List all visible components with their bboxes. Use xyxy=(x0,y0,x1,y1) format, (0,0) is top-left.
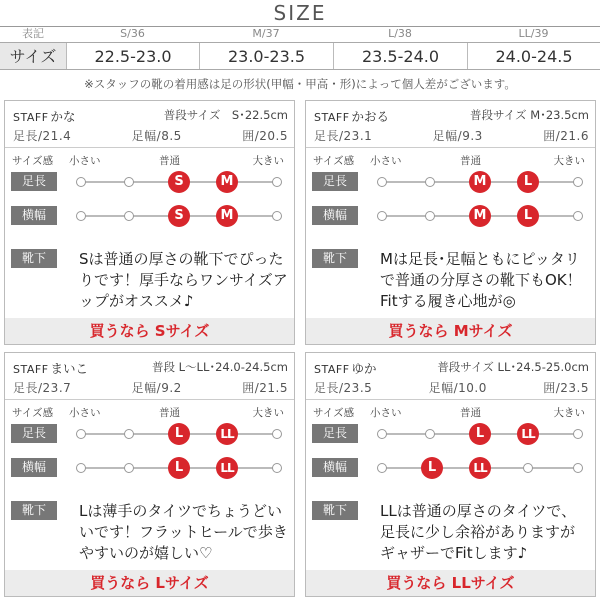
size-marker: L xyxy=(517,171,539,193)
scale-normal-label: 普通 xyxy=(159,407,180,419)
staff-tag: STAFF xyxy=(13,111,49,124)
staff-comment: LLは普通の厚さのタイツで、足長に少し余裕がありますがギャザーでFitします♪ xyxy=(380,502,577,562)
size-table-cell: 24.0-24.5 xyxy=(467,43,600,69)
scale-dot xyxy=(425,211,435,221)
scale-section-label: サイズ感 xyxy=(313,155,355,167)
foot-width: 足幅/8.5 xyxy=(131,129,182,143)
size-marker: L xyxy=(469,423,491,445)
scale-track-length xyxy=(81,426,277,441)
size-marker: S xyxy=(168,205,190,227)
size-marker: M xyxy=(216,171,238,193)
card-divider xyxy=(306,147,595,148)
size-marker: L xyxy=(421,457,443,479)
scale-dot xyxy=(124,463,134,473)
scale-section-label: サイズ感 xyxy=(12,155,54,167)
staff-tag: STAFF xyxy=(314,111,350,124)
scale-big-label: 大きい xyxy=(553,407,585,419)
recommendation: 買うなら Mサイズ xyxy=(306,318,595,344)
scale-track-length xyxy=(382,426,578,441)
staff-header xyxy=(314,107,589,123)
staff-comment: Mは足長･足幅ともにピッタリで普通の分厚さの靴下もOK！Fitする履き心地が◎ xyxy=(380,250,582,310)
size-marker: M xyxy=(216,205,238,227)
recommendation: 買うなら Sサイズ xyxy=(5,318,294,344)
staff-header xyxy=(314,359,589,375)
staff-name: かな xyxy=(50,109,76,124)
foot-measurements xyxy=(13,379,288,395)
scale-row-label-width: 横幅 xyxy=(11,458,57,477)
card-divider xyxy=(5,399,294,400)
card-divider xyxy=(306,399,595,400)
foot-girth: 囲/23.5 xyxy=(543,381,589,395)
staff-comment: Sは普通の厚さの靴下でぴったりです！厚手ならワンサイズアップがオススメ♪ xyxy=(79,250,288,310)
size-table-cell: 23.5-24.0 xyxy=(333,43,467,69)
size-table xyxy=(0,26,600,70)
scale-normal-label: 普通 xyxy=(460,155,481,167)
usual-size: 普段 L〜LL･24.0-24.5cm xyxy=(151,360,288,374)
size-table-header-cell: S/36 xyxy=(120,27,145,40)
scale-dot xyxy=(76,429,86,439)
scale-row-label-socks: 靴下 xyxy=(312,501,358,520)
scale-row-label-length: 足長 xyxy=(11,424,57,443)
size-marker: M xyxy=(469,205,491,227)
scale-row-label-length: 足長 xyxy=(312,172,358,191)
foot-length: 足長/21.4 xyxy=(13,129,72,143)
foot-length: 足長/23.7 xyxy=(13,381,72,395)
scale-dot xyxy=(124,429,134,439)
scale-dot xyxy=(377,429,387,439)
scale-big-label: 大きい xyxy=(252,407,284,419)
size-marker: LL xyxy=(216,423,238,445)
scale-row-label-width: 横幅 xyxy=(312,206,358,225)
staff-header xyxy=(13,359,288,375)
size-table-header-cell: 表記 xyxy=(22,27,44,40)
scale-dot xyxy=(523,463,533,473)
scale-dot xyxy=(272,463,282,473)
size-table-header-cell: LL/39 xyxy=(518,27,549,40)
foot-measurements xyxy=(314,379,589,395)
scale-row-label-width: 横幅 xyxy=(11,206,57,225)
foot-girth: 囲/20.5 xyxy=(242,129,288,143)
usual-size: 普段サイズ S･22.5cm xyxy=(163,108,288,122)
size-table-cell: 22.5-23.0 xyxy=(66,43,199,69)
foot-length: 足長/23.1 xyxy=(314,129,373,143)
scale-header xyxy=(5,405,294,419)
fit-note: ※スタッフの靴の着用感は足の形状(甲幅・甲高・形)によって個人差がございます。 xyxy=(84,77,516,91)
foot-measurements xyxy=(13,127,288,143)
staff-name: かおる xyxy=(351,109,390,124)
scale-dot xyxy=(124,177,134,187)
staff-card xyxy=(4,352,295,597)
scale-track-width xyxy=(81,208,277,223)
scale-track-length xyxy=(81,174,277,189)
scale-dot xyxy=(76,177,86,187)
size-marker: L xyxy=(168,423,190,445)
size-table-header-cell: M/37 xyxy=(252,27,280,40)
size-marker: M xyxy=(469,171,491,193)
size-table-header xyxy=(0,26,600,42)
foot-measurements xyxy=(314,127,589,143)
scale-section-label: サイズ感 xyxy=(313,407,355,419)
scale-small-label: 小さい xyxy=(69,155,101,167)
scale-dot xyxy=(272,211,282,221)
foot-width: 足幅/9.2 xyxy=(131,381,182,395)
scale-dot xyxy=(573,177,583,187)
foot-girth: 囲/21.5 xyxy=(242,381,288,395)
staff-tag: STAFF xyxy=(314,363,350,376)
scale-small-label: 小さい xyxy=(370,155,402,167)
size-table-row-label: サイズ xyxy=(0,43,66,69)
scale-dot xyxy=(425,429,435,439)
scale-small-label: 小さい xyxy=(69,407,101,419)
staff-tag: STAFF xyxy=(13,363,49,376)
scale-track-width xyxy=(382,460,578,475)
staff-comment: Lは薄手のタイツでちょうどいいです！フラットヒールで歩きやすいのが嬉しい♡ xyxy=(79,502,288,562)
scale-row-label-socks: 靴下 xyxy=(11,249,57,268)
scale-dot xyxy=(377,463,387,473)
scale-dot xyxy=(124,211,134,221)
scale-row-label-socks: 靴下 xyxy=(312,249,358,268)
scale-track-width xyxy=(81,460,277,475)
foot-length: 足長/23.5 xyxy=(314,381,373,395)
scale-row-label-length: 足長 xyxy=(11,172,57,191)
scale-dot xyxy=(76,463,86,473)
recommendation: 買うなら Lサイズ xyxy=(5,570,294,596)
staff-card xyxy=(305,352,596,597)
scale-dot xyxy=(272,429,282,439)
scale-section-label: サイズ感 xyxy=(12,407,54,419)
scale-header xyxy=(5,153,294,167)
recommendation: 買うなら LLサイズ xyxy=(306,570,595,596)
size-marker: L xyxy=(517,205,539,227)
card-divider xyxy=(5,147,294,148)
size-marker: S xyxy=(168,171,190,193)
staff-header xyxy=(13,107,288,123)
size-table-cell: 23.0-23.5 xyxy=(199,43,333,69)
size-marker: LL xyxy=(517,423,539,445)
size-table-row xyxy=(0,42,600,70)
scale-dot xyxy=(272,177,282,187)
foot-girth: 囲/21.6 xyxy=(543,129,589,143)
scale-dot xyxy=(377,211,387,221)
scale-row-label-length: 足長 xyxy=(312,424,358,443)
foot-width: 足幅/10.0 xyxy=(428,381,487,395)
usual-size: 普段サイズ M･23.5cm xyxy=(469,108,589,122)
scale-track-width xyxy=(382,208,578,223)
scale-normal-label: 普通 xyxy=(460,407,481,419)
foot-width: 足幅/9.3 xyxy=(432,129,483,143)
scale-small-label: 小さい xyxy=(370,407,402,419)
staff-name: まいこ xyxy=(50,361,89,376)
staff-card xyxy=(305,100,596,345)
scale-big-label: 大きい xyxy=(252,155,284,167)
scale-row-label-width: 横幅 xyxy=(312,458,358,477)
scale-row-label-socks: 靴下 xyxy=(11,501,57,520)
size-title: SIZE xyxy=(273,1,327,25)
scale-dot xyxy=(573,463,583,473)
usual-size: 普段サイズ LL･24.5-25.0cm xyxy=(437,360,589,374)
scale-dot xyxy=(425,177,435,187)
scale-header xyxy=(306,405,595,419)
scale-big-label: 大きい xyxy=(553,155,585,167)
size-marker: LL xyxy=(216,457,238,479)
scale-dot xyxy=(377,177,387,187)
scale-dot xyxy=(76,211,86,221)
scale-normal-label: 普通 xyxy=(159,155,180,167)
scale-dot xyxy=(573,429,583,439)
staff-name: ゆか xyxy=(351,361,377,376)
scale-dot xyxy=(573,211,583,221)
scale-header xyxy=(306,153,595,167)
size-table-header-cell: L/38 xyxy=(388,27,412,40)
size-marker: L xyxy=(168,457,190,479)
size-marker: LL xyxy=(469,457,491,479)
scale-track-length xyxy=(382,174,578,189)
staff-card xyxy=(4,100,295,345)
